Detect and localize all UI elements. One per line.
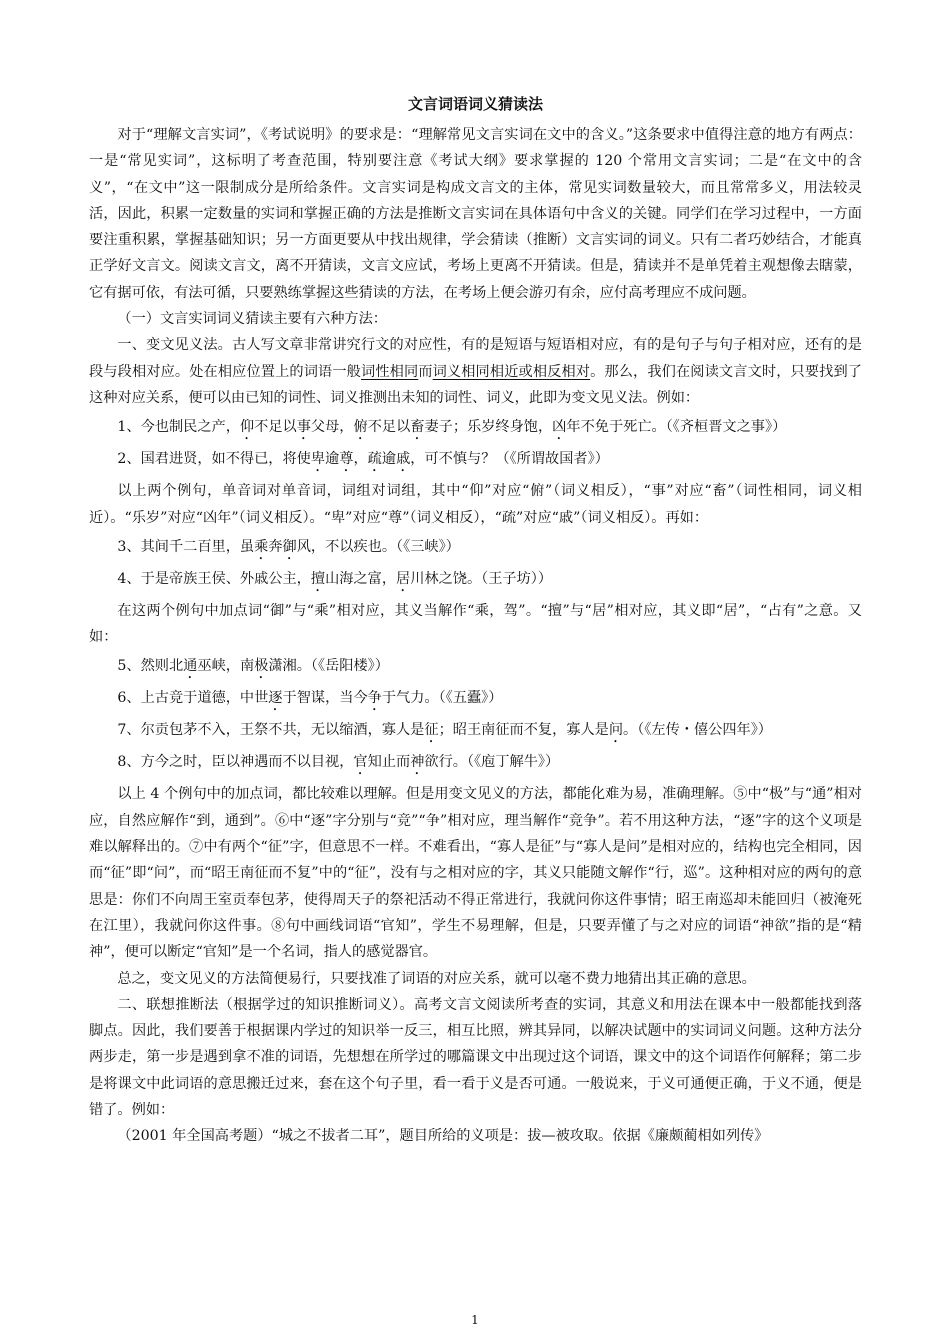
method-2-paragraph: 二、联想推断法（根据学过的知识推断词义）。高考文言文阅读所考查的实词，其意义和用法在课本中一般都能找到落脚点。因此，我们要善于根据课内学过的知识举一反三，相互比照，辨其异同，以解决试题中的实词词义问题。这种方法分两步走，第一步是遇到拿不准的词语，先想想在所学过的哪篇课文中出现过这个词语，课文中的这个词语作何解释；第二步是将课文中此词语的意思搬迁过来，套在这个句子里，看一看于义是否可通。一般说来，于义可通便正确，于义不通，便是错了。例如：: [89, 996, 862, 1119]
underlined-phrase: 词义相同相近或相反相对: [432, 363, 591, 380]
underlined-phrase: 词性相同: [361, 363, 419, 380]
analysis-paragraph-1: 以上两个例句，单音词对单音词，词组对词组，其中“仰”对应“俯”（词义相反），“事”对应“畜”（词性相同，词义相近）。“乐岁”对应“凶年”（词义相反）。“卑”对应“尊”（词义相反），“疏”对应“戚”（词义相反）。再如：: [89, 483, 862, 526]
example-1: 1、今也制民之产，仰不足以事父母，俯不足以畜妻子；乐岁终身饱，凶年不免于死亡。（《齐桓晋文之事》）: [117, 419, 787, 436]
exam-example-paragraph: （2001 年全国高考题）“城之不拔者二耳”，题目所给的义项是：拔—被攻取。依据《廉颇蔺相如列传》: [117, 1128, 769, 1145]
analysis-paragraph-2: 在这两个例句中加点词“御”与“乘”相对应，其义当解作“乘，驾”。“擅”与“居”相对应，其义即“居”，“占有”之意。又如：: [89, 602, 862, 646]
analysis-paragraph-3: 以上 4 个例句中的加点词，都比较难以理解。但是用变文见义的方法，都能化难为易，准确理解。⑤中“极”与“通”相对应，自然应解作“到，通到”。⑥中“逐”字分别与“竞”“争”相对应，理当解作“竞争”。若不用这种方法，“逐”字的这个义项是难以解释出的。⑦中有两个“征”字，但意思不一样。不难看出，“寡人是征”与“寡人是问”是相对应的，结构也完全相同，因而“征”即“问”，而“昭王南征而不复”中的“征”，没有与之相对应的字，其义只能随文解作“行，巡”。这种相对应的两句的意思是：你们不向周王室贡奉包茅，使得周天子的祭祀活动不得正常进行，我就问你这件事情；昭王南巡却未能回归（被淹死在江里），我就问你这件事。⑧句中画线词语“官知”，学生不易理解，但是，只要弄懂了与之对应的词语“神欲”指的是“精神”，便可以断定“官知”是一个名词，指人的感觉器官。: [89, 786, 862, 961]
document-page: [89, 94, 862, 1150]
summary-paragraph: 总之，变文见义的方法简便易行，只要找准了词语的对应关系，就可以毫不费力地猜出其正确的意思。: [117, 970, 756, 987]
example-8: 8、方今之时，臣以神遇而不以目视，官知止而神欲行。（《庖丁解牛》）: [117, 754, 560, 771]
example-3: 3、其间千二百里，虽乘奔御风，不以疾也。（《三峡》）: [117, 538, 460, 555]
page-number: 1: [471, 1313, 479, 1327]
example-7: 7、尔贡包茅不入，王祭不共，无以缩酒，寡人是征；昭王南征而不复，寡人是问。（《左传・僖公四年》）: [117, 722, 772, 739]
document-title: 文言词语词义猜读法: [407, 95, 543, 113]
example-4: 4、于是帝族王侯、外戚公主，擅山海之富，居川林之饶。（王子坊））: [117, 570, 553, 587]
method-1-paragraph: 一、变文见义法。古人写文章非常讲究行文的对应性，有的是短语与短语相对应，有的是句子与句子相对应，还有的是段与段相对应。处在相应位置上的词语一般词性相同而词义相同相近或相反相对。那么，我们在阅读文言文时，只要找到了这种对应关系，便可以由已知的词性、词义推测出未知的词性、词义，此即为变文见义法。例如：: [89, 337, 862, 406]
example-5: 5、然则北通巫峡，南极潇湘。（《岳阳楼》）: [117, 658, 389, 675]
methods-heading: （一）文言实词词义猜读主要有六种方法：: [117, 311, 387, 328]
example-2: 2、国君进贤，如不得已，将使卑逾尊，疏逾戚，可不慎与？（《所谓故国者》）: [117, 451, 609, 468]
intro-paragraph: 对于“理解文言实词”，《考试说明》的要求是：“理解常见文言实词在文中的含义。”这条要求中值得注意的地方有两点：一是“常见实词”，这标明了考查范围，特别要注意《考试大纲》要求掌握的 120 个常用文言实词；二是“在文中的含义”，“在文中”这一限制成分是所给条件。文言实词是构成文言文的主体，常见实词数量较大，而且常常多义，用法较灵活，因此，积累一定数量的实词和掌握正确的方法是推断文言实词在具体语句中含义的关键。同学们在学习过程中，一方面要注重积累，掌握基础知识；另一方面更要从中找出规律，学会猜读（推断）文言实词的词义。只有二者巧妙结合，才能真正学好文言文。阅读文言文，离不开猜读，文言文应试，考场上更离不开猜读。但是，猜读并不是单凭着主观想像去瞎蒙，它有据可依，有法可循，只要熟练掌握这些猜读的方法，在考场上便会游刃有余，应付高考理应不成问题。: [89, 127, 862, 301]
example-6: 6、上古竞于道德，中世逐于智谋，当今争于气力。（《五蠹》）: [117, 690, 503, 707]
